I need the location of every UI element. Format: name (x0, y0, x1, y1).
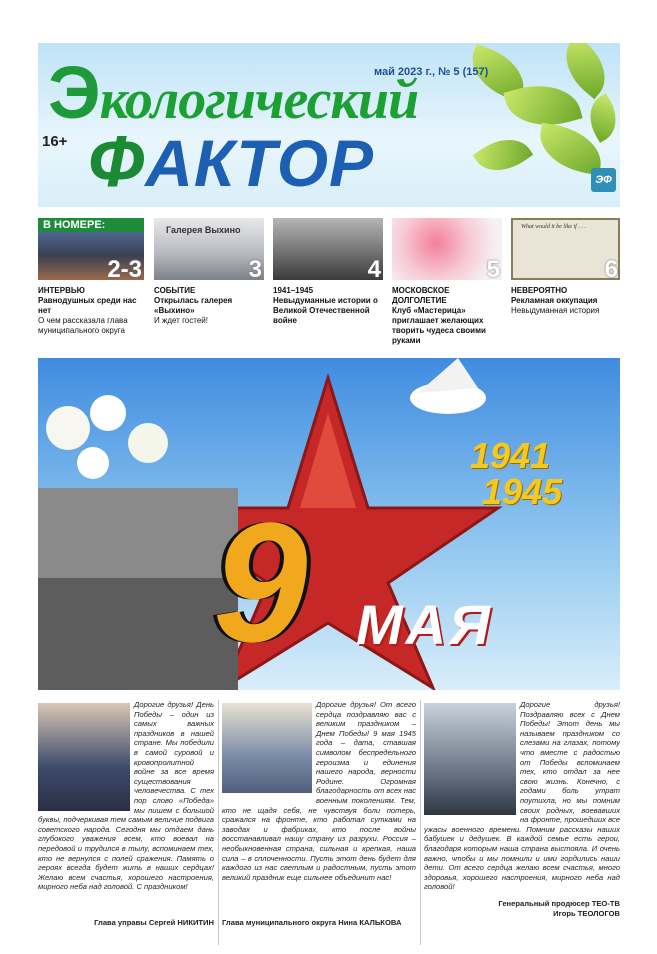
signature: Глава муниципального округа Нина КАЛЬКОВА (222, 918, 402, 927)
teaser-text: Невыдуманная история (511, 306, 600, 315)
year-start: 1941 (470, 435, 551, 476)
teaser-2[interactable] (154, 218, 264, 280)
teaser-caption-5 (511, 286, 620, 316)
dove-wing (418, 358, 478, 393)
teaser-section: СОБЫТИЕ (154, 286, 196, 295)
page-number: 4 (367, 256, 381, 280)
victory-day-banner (38, 358, 620, 690)
title-initial-e: Э (48, 51, 100, 134)
column-divider (420, 700, 421, 945)
signature-title: Генеральный продюсер ТЕО-ТВ (498, 899, 620, 908)
teaser-caption-4 (392, 286, 504, 346)
nine-numeral: 9 (213, 488, 308, 678)
teaser-section: МОСКОВСКОЕ ДОЛГОЛЕТИЕ (392, 286, 450, 305)
teaser-photo (392, 218, 502, 280)
signature-name: Игорь ТЕОЛОГОВ (553, 908, 620, 918)
teaser-section: 1941–1945 (273, 286, 314, 295)
teaser-caption-3 (273, 286, 385, 326)
blossom (128, 423, 168, 463)
leaf-decoration (580, 93, 620, 143)
teaser-headline[interactable]: Равнодушных среди нас нет (38, 296, 137, 315)
greeting-column-2 (222, 700, 416, 945)
greeting-text (38, 700, 214, 920)
banner-art (38, 358, 620, 690)
year-end: 1945 (482, 471, 563, 512)
title-word-1: кологический (99, 69, 419, 131)
float-spacer (38, 700, 134, 811)
masthead-title-line1 (48, 51, 419, 134)
in-this-issue-label: В НОМЕРЕ: (38, 218, 144, 232)
teaser-headline[interactable]: Открылась галерея «Выхино» (154, 296, 233, 315)
signature (424, 899, 620, 918)
page-number: 5 (486, 256, 500, 280)
greeting-body: Дорогие друзья! День Победы – один из самых важных праздников в нашей стране. Мы победили в самой суровой и кровопролитной войне за все время существования человечества. С тех пор слово «Победа» мы пишем с большой буквы, подчеркивая тем самым величие подвига советского народа. Сегодня мы отдаем дань глубокого уважения всем, кто воевал на передовой и трудился в тылу, вспоминаем тех, кто не вернулся с полей сражения. Память о героях всегда будет жить в наших сердцах! Желаю всем счастья, хорошего настроения, мирного неба над головой. С праздником! (38, 700, 214, 892)
signature: Глава управы Сергей НИКИТИН (94, 918, 214, 927)
greeting-body: Дорогие друзья! Поздравляю всех с Днем Победы! Этот день мы называем праздником со слезами на глазах, потому что вместе с радостью от Победы вспоминаем тех, кто отдал за нее свою жизнь. Конечно, с годами боль утрат поутихла, но мы помним своих родных, воевавших на фронте, прошедших все ужасы военного времени. Помним рассказы наших бабушек и дедушек. В каждой семье есть герои, благодаря которым наша страна выстояла. И очень важно, чтобы и мы помнили и ими гордились наши дети. От всего сердца желаю всем счастья, много здоровья, хорошего настроения, мирного неба над головой! (424, 700, 620, 892)
title-word-2: АКТОР (145, 126, 375, 200)
teaser-headline[interactable]: Невыдуманные истории о Великой Отечественной войне (273, 296, 378, 325)
teaser-text: И ждет гостей! (154, 316, 208, 325)
page-number: 2-3 (107, 256, 142, 280)
blossom (77, 447, 109, 479)
page-number: 6 (604, 256, 618, 280)
war-photo-shade (38, 578, 238, 690)
teaser-5[interactable] (511, 218, 620, 280)
teaser-section: ИНТЕРВЬЮ (38, 286, 85, 295)
masthead (38, 43, 620, 207)
teaser-3[interactable] (273, 218, 383, 280)
leaf-decoration (473, 127, 533, 184)
greeting-text (222, 700, 416, 920)
teaser-caption-1 (38, 286, 148, 336)
greeting-text (424, 700, 620, 900)
teaser-headline[interactable]: Клуб «Мастерица» приглашает желающих творить чудеса своими руками (392, 306, 486, 345)
teaser-caption-2 (154, 286, 266, 326)
title-initial-f: Ф (88, 122, 146, 202)
greeting-column-3 (424, 700, 620, 945)
masthead-title-line2 (88, 122, 375, 202)
may-label: МАЯ (356, 593, 493, 656)
card-text: What would it be like if . . . (521, 224, 586, 230)
teaser-headline[interactable]: Рекламная оккупация (511, 296, 598, 305)
teaser-4[interactable] (392, 218, 502, 280)
greeting-body: Дорогие друзья! От всего сердца поздравляю вас с великим праздником – Днем Победы! 9 мая 1945 года – дата, ставшая символом беспредельного героизма и единения нашего народа, верности Родине. Огромная благодарность от всех нас военным поколениям. Тем, кто не щадя себя, не чувствуя боли потерь, сражался на фронте, кто работал сутками на заводах и фабриках, кто после войны восстанавливал нашу страну из разрухи. Россия – необыкновенная страна, сильная и крепкая, наша сила – в сплоченности. Пусть этот день будет для каждого из нас светлым и радостным, пусть этот великий праздник еще сильнее объединит нас! (222, 700, 416, 882)
years-label (470, 435, 563, 512)
teaser-section: НЕВЕРОЯТНО (511, 286, 568, 295)
page-number: 3 (248, 256, 262, 280)
age-rating: 16+ (42, 133, 68, 150)
teaser-photo (273, 218, 383, 280)
greeting-column-1 (38, 700, 214, 945)
ef-logo: ЭФ (591, 168, 616, 192)
blossom (90, 395, 126, 431)
teaser-text: О чем рассказала глава муниципального округа (38, 316, 128, 335)
blossom (46, 406, 90, 450)
gallery-sign: Галерея Выхино (166, 225, 241, 235)
float-spacer (424, 700, 520, 816)
issue-info: май 2023 г., № 5 (157) (374, 66, 489, 78)
float-spacer (222, 700, 316, 796)
column-divider (218, 700, 219, 945)
